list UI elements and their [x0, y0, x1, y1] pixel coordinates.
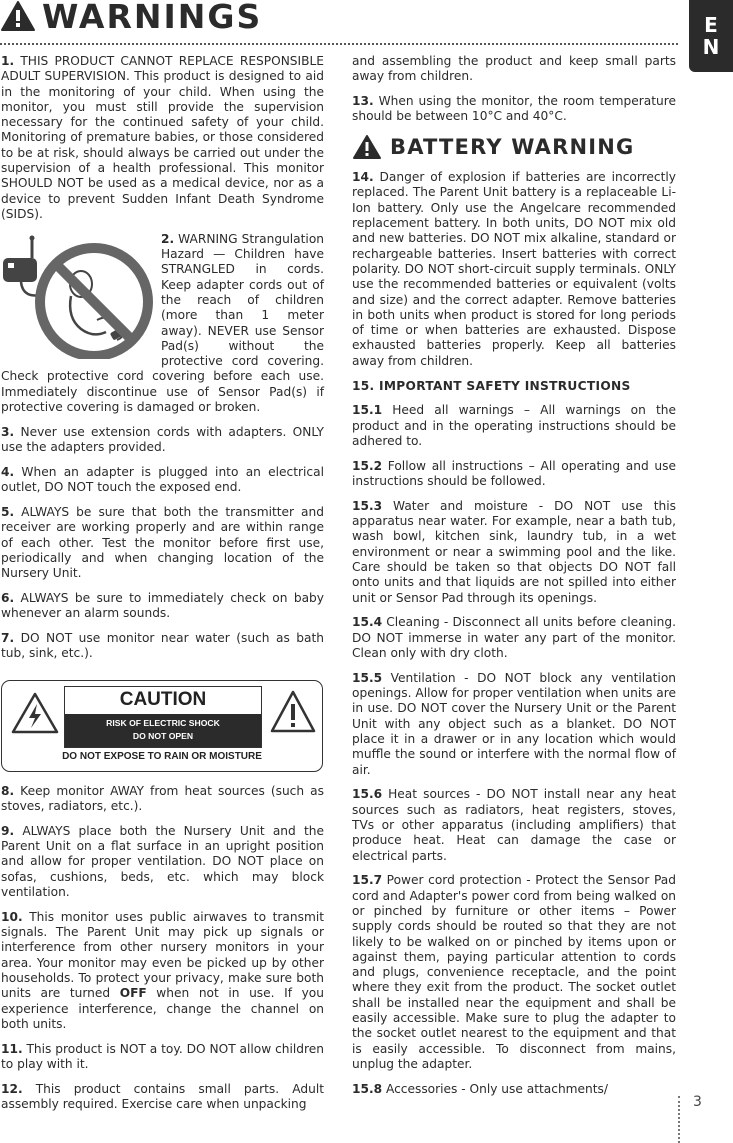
battery-warning-heading [352, 134, 676, 160]
caution-footer: DO NOT EXPOSE TO RAIN OR MOISTURE [62, 751, 262, 763]
battery-warning-icon [352, 134, 382, 160]
exclamation-triangle-icon [270, 689, 316, 735]
warning-item-14: 14. Danger of explosion if batteries are incorrectly replaced. The Parent Unit battery is a replaceable Li-Ion battery. Only use the Angelcare recommended replacement battery. In both units, DO NOT mix old and new batteries. DO NOT mix alkaline, standard or rechargeable batteries. Insert batteries with correct polarity. DO NOT short-circuit supply terminals. ONLY use the recommended batteries or equivalent (volts and size) and the correct adapter. Remove batteries in both units when product is stored for long periods of time or when batteries are exhausted. Dispose exhausted batteries properly. Keep all batteries away from children. [352, 170, 676, 368]
header-divider [0, 43, 678, 45]
warning-item-12: 12. This product contains small parts. Adult assembly required. Exercise care when unpacking [1, 1081, 324, 1112]
left-column [1, 54, 324, 1122]
safety-item-15-1: 15.1 Heed all warnings – All warnings on the product and in the operating instructions should be adhered to. [352, 403, 676, 448]
page-header [0, 0, 262, 36]
warning-item-7: 7. DO NOT use monitor near water (such as bath tub, sink, etc.). [1, 631, 324, 661]
caution-band [65, 714, 261, 747]
warning-triangle-icon [0, 0, 36, 32]
warning-item-2: 2. WARNING Strangulation Hazard — Children have STRANGLED in cords. Keep adapter cords out of the reach of children (more than 1 meter away). NEVER use Sensor Pad(s) without the protective cord covering. Check protective cord covering before each use. Immediately discontinue use of Sensor Pad(s) if protective covering is damaged or broken. [1, 231, 324, 415]
safety-item-15-2: 15.2 Follow all instructions – All operating and use instructions should be followed. [352, 458, 676, 489]
warning-item-12-continued: and assembling the product and keep small parts away from children. [352, 54, 676, 84]
caution-label [1, 680, 323, 772]
safety-item-15-4: 15.4 Cleaning - Disconnect all units before cleaning. DO NOT immerse in water any part of the monitor. Clean only with dry cloth. [352, 615, 676, 660]
safety-item-15-6: 15.6 Heat sources - DO NOT install near any heat sources such as radiators, heat registers, stoves, TVs or other apparatus (including amplifiers) that produce heat. Heat can damage the case or electrical parts. [352, 787, 676, 863]
battery-warning-title: BATTERY WARNING [390, 134, 635, 159]
caution-line-2: DO NOT OPEN [132, 730, 194, 741]
safety-item-15-3: 15.3 Water and moisture - DO NOT use this apparatus near water. For example, near a bath tub, wash bowl, kitchen sink, laundry tub, in a wet environment or near a swimming pool and the like. Care should be taken so that objects DO NOT fall onto units and that liquids are not spilled into either unit or Sensor Pad through its openings. [352, 498, 676, 605]
strangulation-hazard-icon [1, 234, 157, 359]
warning-item-8: 8. Keep monitor AWAY from heat sources (such as stoves, radiators, etc.). [1, 783, 324, 813]
page-title: WARNINGS [42, 0, 263, 36]
warning-item-13: 13. When using the monitor, the room temperature should be between 10°C and 40°C. [352, 94, 676, 124]
warning-item-10: 10. This monitor uses public airwaves to transmit signals. The Parent Unit may pick up signals or interference from other nursery monitors in your area. Your monitor may even be picked up by other households. To protect your privacy, make sure both units are turned OFF when not in use. If you experience interference, change the channel on both units. [1, 909, 324, 1031]
warning-item-1: 1. THIS PRODUCT CANNOT REPLACE RESPONSIBLE ADULT SUPERVISION. This product is designed to aid in the monitoring of your child. When using the monitor, you must still provide the supervision necessary for the continued safety of your child. Monitoring of premature babies, or those considered to be at risk, should always be carried out under the supervision of a health professional. This monitor SHOULD NOT be used as a medical device, nor as a device to prevent Sudden Infant Death Syndrome (SIDS). [1, 54, 324, 221]
warning-item-2-block [1, 232, 324, 416]
page-number: 3 [693, 1094, 702, 1110]
safety-item-15-8: 15.8 Accessories - Only use attachments/ [352, 1081, 609, 1096]
footer-divider [678, 1096, 680, 1143]
safety-item-15-7: 15.7 Power cord protection - Protect the Sensor Pad cord and Adapter's power cord from being walked on or pinched by furniture or other items – Power supply cords should be routed so that they are not likely to be walked on or pinched by items upon or against them, paying particular attention to cords and plugs, convenience receptacle, and the point where they exit from the product. The socket outlet shall be installed near the equipment and shall be easily accessible. Make sure to plug the adapter to the socket outlet nearest to the equipment and that is easily accessible. To disconnect from mains, unplug the adapter. [352, 873, 676, 1071]
warning-item-6: 6. ALWAYS be sure to immediately check on baby whenever an alarm sounds. [1, 591, 324, 621]
safety-instructions-heading: 15. IMPORTANT SAFETY INSTRUCTIONS [352, 378, 631, 393]
caution-line-1: RISK OF ELECTRIC SHOCK [106, 717, 220, 728]
warning-item-5: 5. ALWAYS be sure that both the transmitter and receiver are working properly and are within range of each other. Test the monitor before first use, periodically and when changing location of the Nursery Unit. [1, 505, 324, 581]
caution-panel [64, 686, 262, 748]
warning-item-4: 4. When an adapter is plugged into an electrical outlet, DO NOT touch the exposed end. [1, 464, 324, 495]
safety-item-15-5: 15.5 Ventilation - DO NOT block any ventilation openings. Allow for proper ventilation when units are in use. DO NOT cover the Nursery Unit or the Parent Unit with any object such as a blanket. DO NOT place it in a drawer or in any location which would muffle the sound or interfere with the normal flow of air. [352, 670, 676, 777]
warning-item-3: 3. Never use extension cords with adapters. ONLY use the adapters provided. [1, 424, 324, 455]
language-letter-1: E [704, 13, 718, 37]
caution-title: CAUTION [119, 688, 207, 710]
right-column [352, 54, 676, 1107]
language-tab [689, 0, 733, 72]
electric-shock-icon [10, 691, 60, 735]
warning-item-9: 9. ALWAYS place both the Nursery Unit and the Parent Unit on a flat surface in an upright position and allow for proper ventilation. DO NOT place on sofas, cushions, beds, etc. which may block ventilation. [1, 823, 324, 899]
language-letter-2: N [702, 35, 720, 59]
warning-item-11: 11. This product is NOT a toy. DO NOT allow children to play with it. [1, 1041, 324, 1071]
